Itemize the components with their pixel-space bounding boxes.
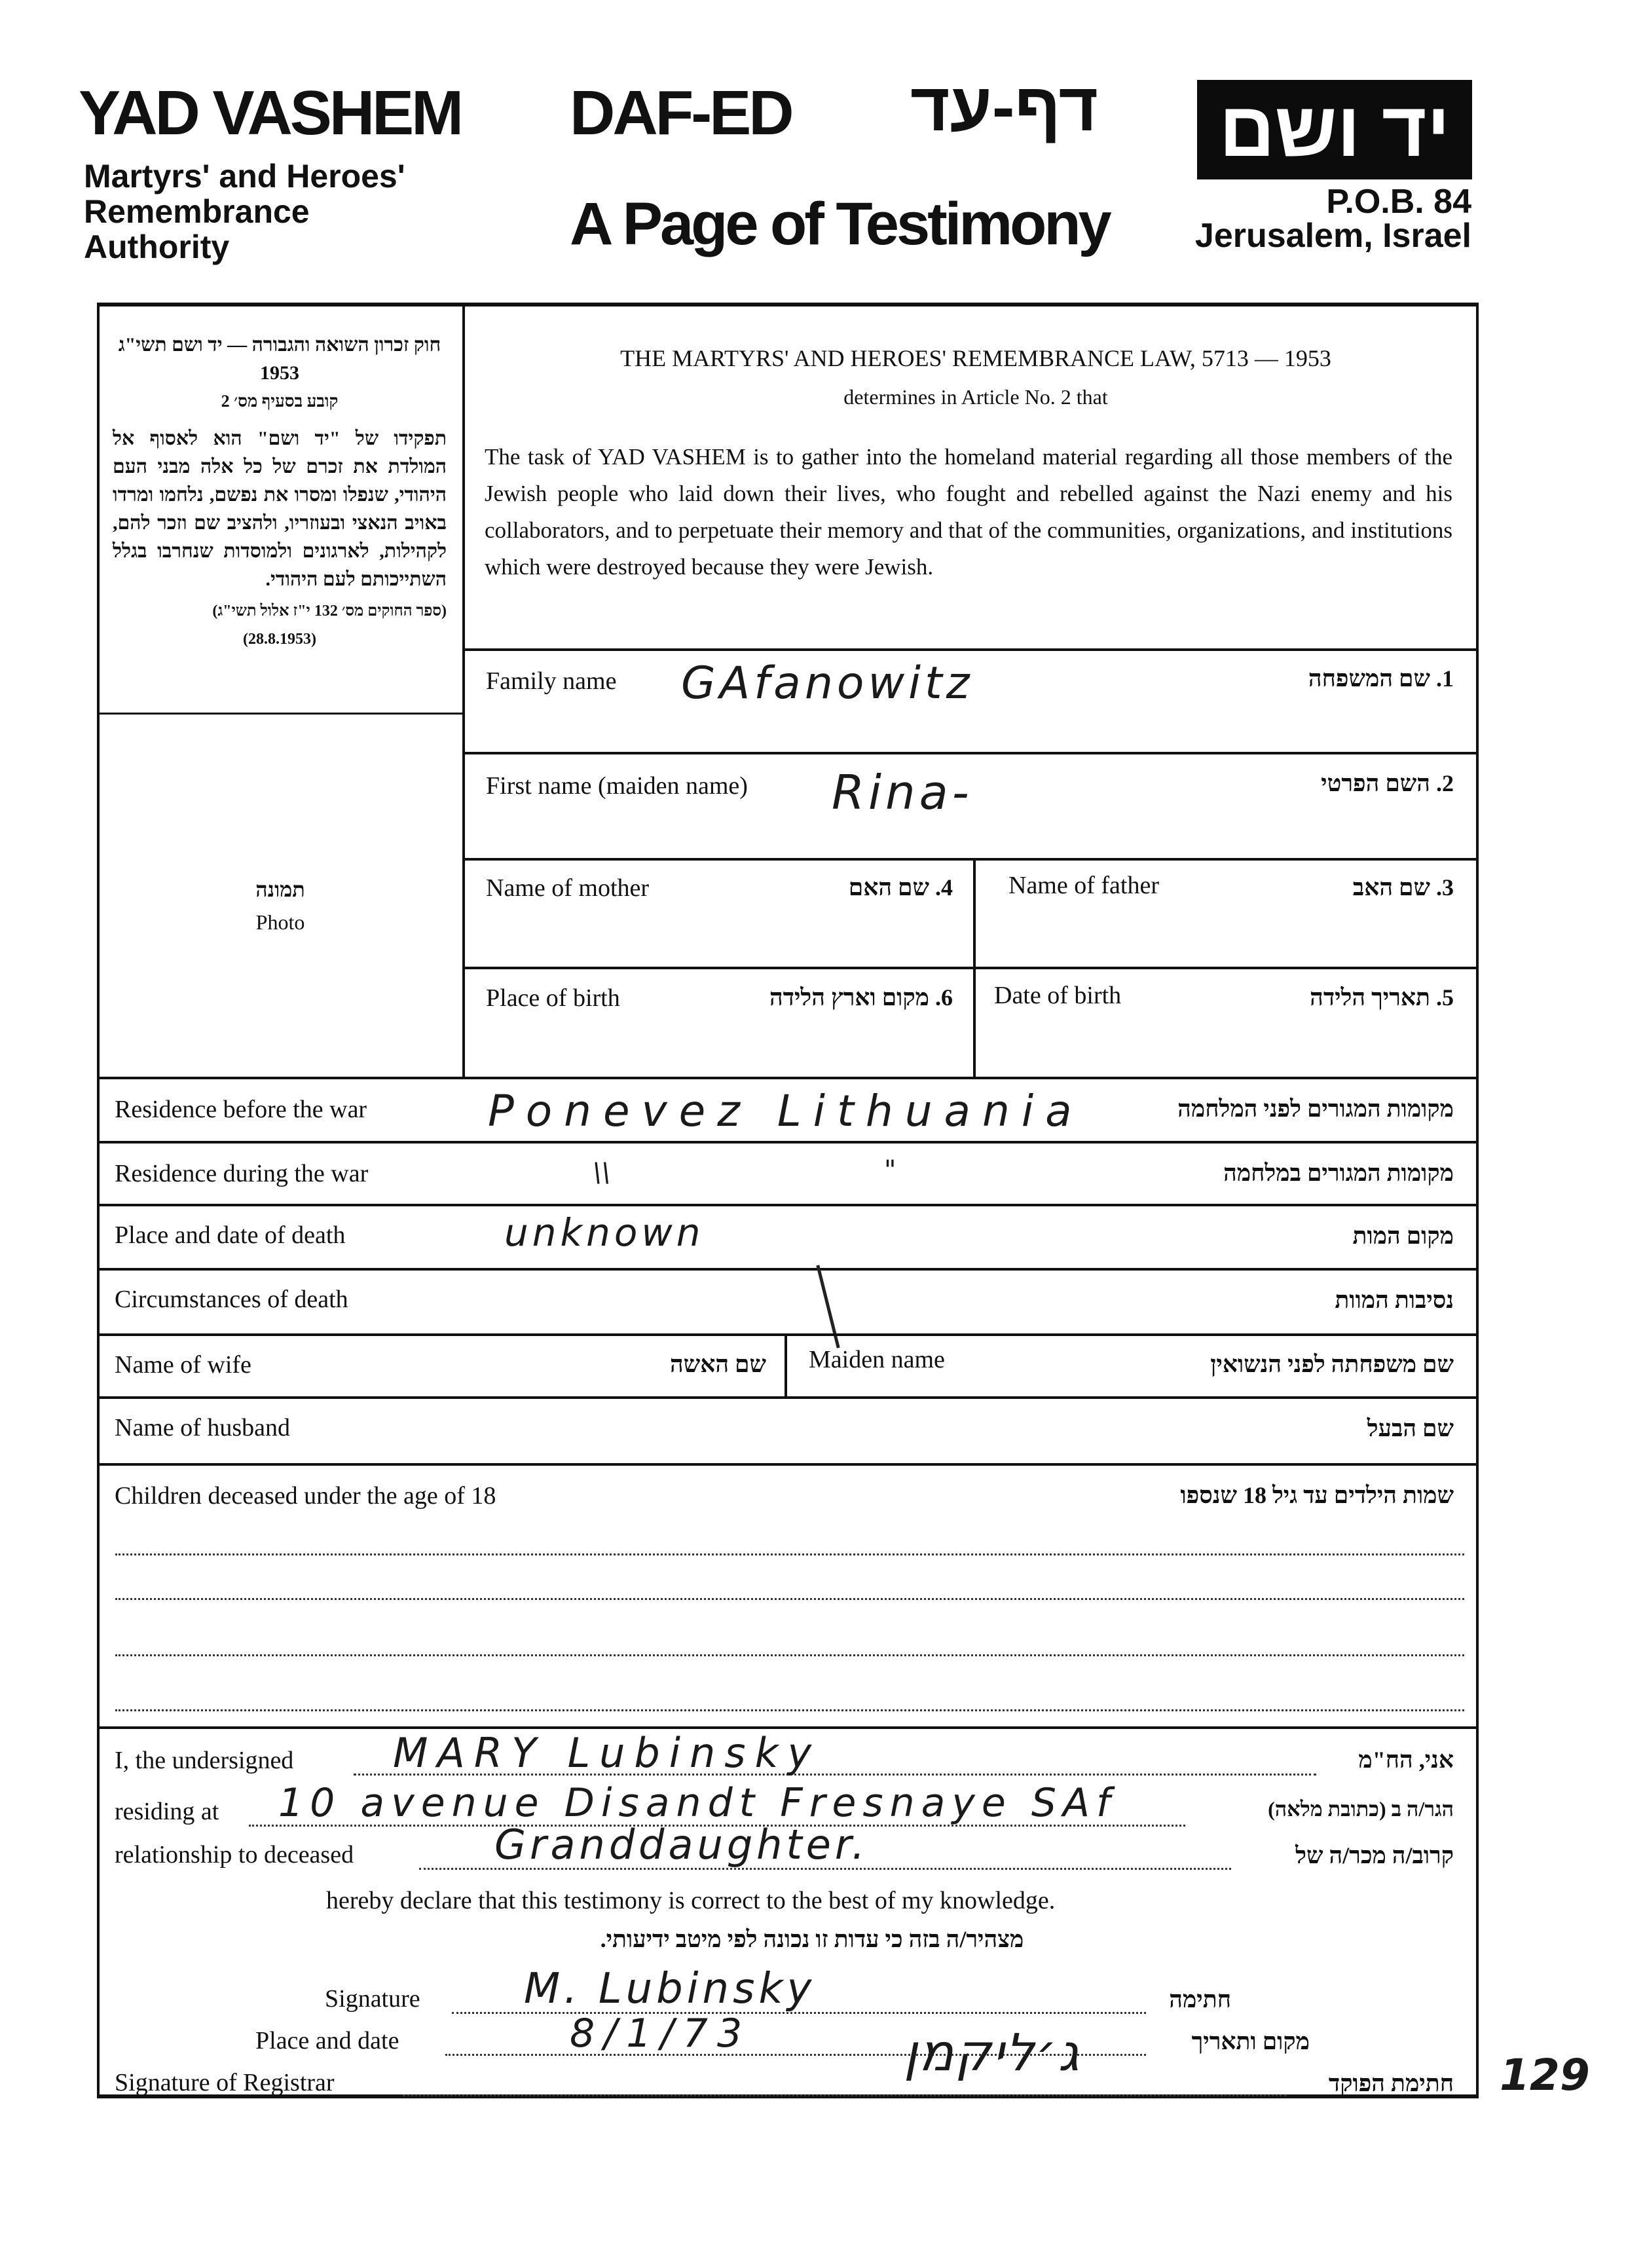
birth-place-hebrew-label: מקום וארץ הלידה [769, 984, 929, 1011]
declaration-statement-hebrew: מצהיר/ה בזה כי עדות זו נכונה לפי מיטב ידיעותי. [600, 1926, 1024, 1952]
row-line [97, 1333, 1479, 1336]
mother-label: Name of mother [486, 874, 650, 902]
birth-date-hebrew [1211, 984, 1454, 1011]
law-body: The task of YAD VASHEM is to gather into the homeland material regarding all those members of the Jewish people who laid down their lives, who fought and rebelled against the Nazi enemy and his collaborators, and to perpetuate their memory and that of the communities, organizations, and institutions which were destroyed because they were Jewish. [485, 444, 1452, 580]
children-line-2 [115, 1598, 1464, 1600]
relationship-value: Granddaughter. [494, 1821, 869, 1868]
birth-place-num: 6. [935, 984, 953, 1011]
wife-hebrew: שם האשה [670, 1351, 766, 1377]
birth-date-hebrew-label: תאריך הלידה [1310, 984, 1430, 1011]
law-hebrew-body: תפקידו של "יד ושם" הוא לאסוף אל המולדת את זכרם של כל אלה מבני העם היהודי, שנפלו ומסרו את נפשם, נלחמו ומרדו באויב הנאצי ובעוזריו, ולהציב שם וזכר להם, לקהילות, לארגונים ולמוסדות שנחרבו בגלל השתייכותם לעם היהודי. [113, 428, 447, 590]
org-subtitle-1: Martyrs' and Heroes' [84, 158, 405, 195]
res-during-ditto-1: \\ [593, 1158, 610, 1188]
signature-hebrew: חתימה [1169, 1986, 1231, 2013]
photo-hebrew: תמונה [255, 878, 305, 901]
city: Jerusalem, Israel [1194, 217, 1471, 255]
frame-right [1476, 303, 1479, 2097]
wife-label: Name of wife [115, 1351, 251, 1379]
children-line-3 [115, 1654, 1464, 1656]
law-hebrew-box [113, 331, 447, 654]
row-line [462, 967, 1477, 969]
row-line [97, 1396, 1479, 1399]
husband-label: Name of husband [115, 1414, 291, 1441]
org-subtitle-2: Remembrance [84, 193, 310, 230]
frame-left [97, 303, 100, 2097]
res-before-hebrew: מקומות המגורים לפני המלחמה [1177, 1096, 1454, 1122]
circumstances-label: Circumstances of death [115, 1286, 348, 1313]
place-date-label: Place and date [255, 2027, 399, 2054]
law-title: THE MARTYRS' AND HEROES' REMEMBRANCE LAW, 5713 — 1953 [620, 345, 1331, 371]
residing-hebrew: הגר/ה ב (כתובת מלאה) [1268, 1797, 1454, 1821]
children-hebrew: שמות הילדים עד גיל 18 שנספו [1180, 1482, 1454, 1508]
law-hebrew-ref: (ספר החוקים מס׳ 132 י"ז אלול תשי"ג) [212, 603, 447, 620]
res-during-hebrew: מקומות המגורים במלחמה [1223, 1160, 1454, 1186]
birth-date-label: Date of birth [994, 982, 1122, 1009]
form-title: DAF-ED [570, 78, 792, 148]
registrar-hebrew: חתימת הפוקד [1328, 2070, 1454, 2096]
father-label: Name of father [1008, 872, 1159, 899]
children-line-4 [115, 1709, 1464, 1711]
left-column-divider [462, 303, 465, 1078]
wife-divider [785, 1333, 787, 1396]
row-line [462, 648, 1477, 651]
frame-top [97, 303, 1479, 307]
form-title-hebrew: דף-עד [910, 69, 1099, 145]
residing-label: residing at [115, 1798, 219, 1825]
family-name-label: Family name [486, 667, 617, 695]
father-num: 3. [1436, 874, 1454, 901]
father-hebrew-label: שם האב [1352, 874, 1430, 901]
father-hebrew [1244, 874, 1454, 901]
registrar-label: Signature of Registrar [115, 2069, 335, 2096]
mother-hebrew [753, 874, 953, 901]
row-line [97, 1204, 1479, 1206]
husband-hebrew: שם הבעל [1367, 1415, 1454, 1441]
undersigned-label: I, the undersigned [115, 1747, 294, 1774]
undersigned-hebrew: אני, הח"מ [1358, 1747, 1454, 1773]
family-name-hebrew-label: שם המשפחה [1308, 665, 1430, 692]
res-before-label: Residence before the war [115, 1096, 367, 1123]
signature-label: Signature [325, 1985, 420, 2013]
row-line [462, 858, 1477, 861]
first-name-label: First name (maiden name) [486, 772, 748, 800]
family-name-value: GAfanowitz [681, 658, 974, 709]
birth-divider [973, 967, 976, 1078]
row-line [97, 1141, 1479, 1143]
residing-value: 10 avenue Disandt Fresnaye SAf [278, 1780, 1117, 1826]
row-line [97, 1463, 1479, 1466]
row-line [97, 1077, 1479, 1079]
law-hebrew-date: (28.8.1953) [243, 631, 316, 648]
children-line-1 [115, 1553, 1464, 1555]
res-during-label: Residence during the war [115, 1160, 369, 1187]
maiden-label: Maiden name [809, 1346, 945, 1373]
first-name-hebrew-label: השם הפרטי [1321, 770, 1430, 796]
registrar-signature: ג׳ליקמן [904, 2024, 1081, 2083]
death-hebrew: מקום המות [1352, 1223, 1454, 1249]
birth-place-hebrew [668, 984, 953, 1011]
org-subtitle-3: Authority [84, 229, 230, 265]
first-name-num: 2. [1436, 770, 1454, 796]
undersigned-value: MARY Lubinsky [393, 1729, 821, 1777]
place-date-value: 8/1/73 [570, 2011, 752, 2056]
page-number: 129 [1500, 2050, 1590, 2100]
birth-date-num: 5. [1436, 984, 1454, 1011]
place-date-hebrew: מקום ותאריך [1191, 2028, 1310, 2054]
declaration-statement: hereby declare that this testimony is correct to the best of my knowledge. [326, 1887, 1056, 1914]
logo-text: יד ושם [1219, 86, 1450, 173]
res-before-value: Ponevez Lithuania [488, 1086, 1084, 1136]
row-line [97, 1268, 1479, 1271]
death-label: Place and date of death [115, 1221, 346, 1249]
relationship-hebrew: קרוב/ה מכר/ה של [1295, 1842, 1454, 1868]
mother-num: 4. [935, 874, 953, 901]
children-label: Children deceased under the age of 18 [115, 1482, 496, 1510]
family-name-num: 1. [1436, 665, 1454, 692]
death-value: unknown [504, 1210, 705, 1255]
res-during-ditto-2: " [884, 1155, 896, 1185]
row-line [462, 752, 1477, 754]
form-subtitle: A Page of Testimony [570, 191, 1109, 257]
registrar-dots [403, 2094, 1287, 2096]
logo [1197, 80, 1472, 179]
law-hebrew-title: חוק זכרון השואה והגבורה — יד ושם תשי"ג 1953 [118, 334, 441, 384]
maiden-hebrew: שם משפחתה לפני הנשואין [1210, 1351, 1454, 1377]
law-hebrew-subtitle: קובע בסעיף מס׳ 2 [221, 392, 339, 411]
org-title: YAD VASHEM [79, 78, 462, 148]
law-box-bottom [97, 713, 464, 715]
family-name-hebrew [1179, 665, 1454, 692]
first-name-value: Rina- [832, 765, 973, 820]
relationship-label: relationship to deceased [115, 1841, 354, 1868]
signature-value: M. Lubinsky [524, 1965, 816, 2013]
photo-label: Photo [255, 910, 305, 934]
circumstances-hebrew: נסיבות המוות [1335, 1287, 1454, 1313]
mother-hebrew-label: שם האם [848, 874, 929, 901]
law-subtitle: determines in Article No. 2 that [843, 385, 1108, 409]
first-name-hebrew [1179, 770, 1454, 797]
birth-place-label: Place of birth [486, 984, 620, 1012]
pob: P.O.B. 84 [1326, 183, 1471, 221]
mother-father-divider [973, 858, 976, 967]
